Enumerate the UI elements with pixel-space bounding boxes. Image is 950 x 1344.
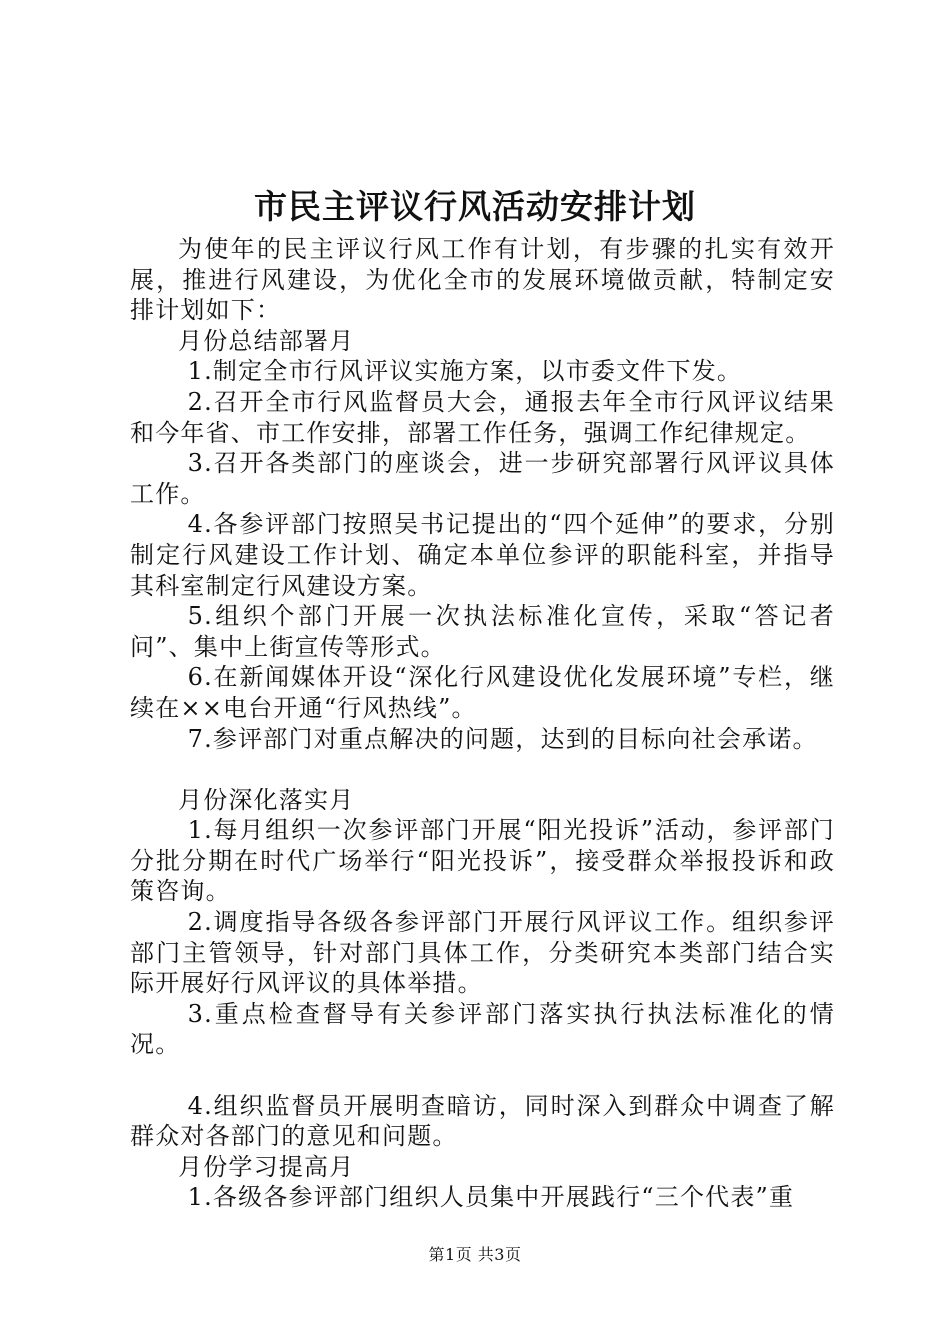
list-item: 7.参评部门对重点解决的问题，达到的目标向社会承诺。: [187, 724, 818, 753]
list-item: 4.组织监督员开展明查暗访，同时深入到群众中调查了解群众对各部门的意见和问题。: [130, 1091, 835, 1151]
list-item: 3.召开各类部门的座谈会，进一步研究部署行风评议具体工作。: [130, 449, 835, 508]
list-item: 3.重点检查督导有关参评部门落实执行执法标准化的情况。: [130, 999, 835, 1059]
document-body: [130, 234, 835, 1213]
list-item: 4.各参评部门按照吴书记提出的“四个延伸”的要求，分别制定行风建设工作计划、确定本单位参评的职能科室，并指导其科室制定行风建设方案。: [130, 510, 835, 600]
list-item: 1.各级各参评部门组织人员集中开展践行“三个代表”重: [187, 1183, 795, 1212]
section-heading-learning-improvement: 月份学习提高月: [178, 1152, 355, 1181]
list-item: 1.每月组织一次参评部门开展“阳光投诉”活动，参评部门分批分期在时代广场举行“阳光投诉”，接受群众举报投诉和政策咨询。: [130, 816, 835, 906]
list-item: 2.召开全市行风监督员大会，通报去年全市行风评议结果和今年省、市工作安排，部署工作任务，强调工作纪律规定。: [130, 387, 835, 447]
list-item: 1.制定全市行风评议实施方案，以市委文件下发。: [187, 357, 743, 386]
blank-line: [130, 1060, 835, 1091]
blank-line: [130, 754, 835, 785]
list-item: 2.调度指导各级各参评部门开展行风评议工作。组织参评部门主管领导，针对部门具体工作，分类研究本类部门结合实际开展好行风评议的具体举措。: [130, 908, 835, 998]
intro-paragraph: 为使年的民主评议行风工作有计划，有步骤的扎实有效开展，推进行风建设，为优化全市的发展环境做贡献，特制定安排计划如下：: [130, 235, 835, 325]
document-title: 市民主评议行风活动安排计划: [254, 187, 696, 226]
section-heading-deepen-implementation: 月份深化落实月: [178, 785, 355, 814]
page-number-footer: 第1页 共3页: [428, 1245, 522, 1264]
list-item: 6.在新闻媒体开设“深化行风建设优化发展环境”专栏，继续在××电台开通“行风热线”。: [130, 663, 835, 722]
list-item: 5.组织个部门开展一次执法标准化宣传，采取“答记者问”、集中上街宣传等形式。: [130, 602, 835, 661]
section-heading-summary-deployment: 月份总结部署月: [178, 326, 355, 355]
